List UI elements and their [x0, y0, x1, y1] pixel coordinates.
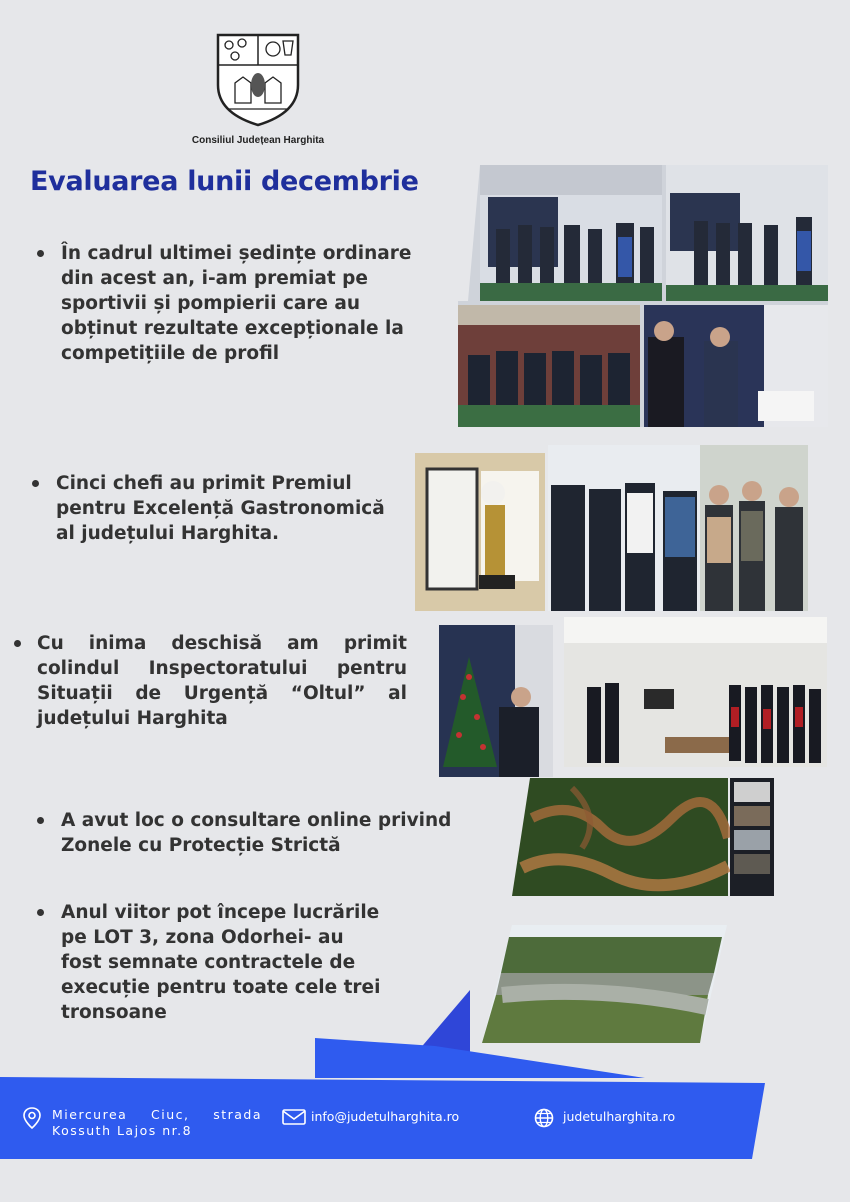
photo-collage-carol: [439, 617, 827, 777]
footer-address-text: Miercurea Ciuc, strada Kossuth Lajos nr.8: [52, 1107, 262, 1138]
header-logo: [183, 33, 333, 146]
bullet-text: Cu inima deschisă am primit colindul Inspectoratului pentru Situații de Urgență “Oltul” al județului Harghita: [37, 633, 407, 729]
bullet-dot: [37, 909, 44, 916]
photo-collage-ceremony: [458, 165, 828, 427]
page-title: Evaluarea lunii decembrie: [30, 166, 419, 197]
bullet-dot: [37, 817, 44, 824]
footer-email[interactable]: [282, 1108, 459, 1126]
bullet-text: În cadrul ultimei ședințe ordinare din acest an, i-am premiat pe sportivii și pompierii care au obținut rezultate excepționale la competițiile de profil: [61, 243, 412, 364]
footer-email-text[interactable]: info@judetulharghita.ro: [311, 1109, 460, 1124]
envelope-icon: [282, 1108, 306, 1126]
globe-icon: [534, 1108, 554, 1128]
decorative-blue-shape: [315, 990, 767, 1082]
bullet-online-consultation: [61, 808, 481, 858]
bullet-text: Cinci chefi au primit Premiul pentru Excelență Gastronomică al județului Harghita.: [56, 473, 385, 544]
photo-online-map: [512, 778, 774, 896]
bullet-text: A avut loc o consultare online privind Zonele cu Protecție Strictă: [61, 810, 452, 856]
photo-collage-chefs: [415, 445, 808, 611]
org-name: Consiliul Județean Harghita: [191, 135, 325, 146]
bullet-dot: [37, 250, 44, 257]
location-pin-icon: [22, 1107, 42, 1129]
bullet-dot: [32, 480, 39, 487]
footer-website-text[interactable]: judetulharghita.ro: [563, 1109, 676, 1124]
footer-website[interactable]: [534, 1108, 675, 1126]
bullet-chefs-award: [56, 471, 406, 546]
bullet-dot: [14, 640, 21, 647]
bullet-awards-athletes: [61, 241, 431, 366]
bullet-carol: [37, 631, 407, 731]
coat-of-arms-icon: [215, 33, 301, 127]
footer-address: [22, 1107, 262, 1139]
bullet-text: Anul viitor pot începe lucrările pe LOT 3, zona Odorhei- au fost semnate contractele de execuție pentru toate cele trei tronsoane: [61, 902, 381, 1023]
